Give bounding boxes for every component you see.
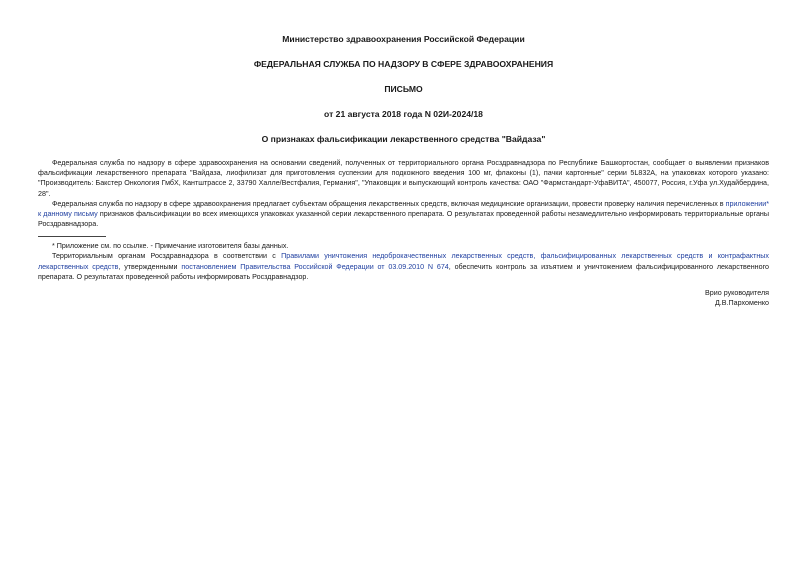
p2-text-after: признаков фальсификации во всех имеющихся упаковках указанной серии лекарственного препарата. О результатах проведенной работы незамедлительно информировать территориальные органы Росздравнадзора.	[38, 210, 770, 229]
footnote: * Приложение см. по ссылке. - Примечание изготовителя базы данных.	[52, 242, 289, 251]
doc-subject: О признаках фальсификации лекарственного средства "Вайдаза"	[261, 134, 546, 144]
closing-paragraph	[38, 251, 769, 282]
document-page	[38, 34, 769, 308]
service-title: ФЕДЕРАЛЬНАЯ СЛУЖБА ПО НАДЗОРУ В СФЕРЕ ЗДРАВООХРАНЕНИЯ	[253, 59, 554, 69]
body-paragraph-2	[38, 199, 769, 230]
p2-text-before: Федеральная служба по надзору в сфере здравоохранения предлагает субъектам обращения лекарственных средств, включая медицинские организации, провести проверку наличия перечисленных в	[52, 199, 726, 208]
signature-name: Д.В.Пархоменко	[714, 299, 769, 308]
doc-date-number: от 21 августа 2018 года N 02И-2024/18	[324, 109, 483, 119]
appendix-link[interactable]: приложении* к данному письму	[38, 199, 769, 219]
closing-text-middle: , утвержденными	[118, 262, 182, 271]
rules-link[interactable]: Правилами уничтожения недоброкачественных лекарственных средств, фальсифицированных лекарственных средств и контрафактных лекарственных средств	[38, 252, 769, 271]
ministry-title: Министерство здравоохранения Российской Федерации	[282, 34, 525, 44]
closing-text-after: , обеспечить контроль за изъятием и уничтожением фальсифицированного лекарственного препарата. О результатах проведенной работы информировать Росздравнадзор.	[38, 262, 770, 281]
resolution-link[interactable]: постановлением Правительства Российской Федерации от 03.09.2010 N 674	[181, 262, 449, 271]
doc-type-title: ПИСЬМО	[384, 84, 423, 94]
signature-role: Врио руководителя	[705, 289, 769, 298]
closing-text-before: Территориальным органам Росздравнадзора в соответствии с	[52, 252, 282, 261]
body-paragraph-1: Федеральная служба по надзору в сфере здравоохранения на основании сведений, полученных от территориального органа Росздравнадзора по Республике Башкортостан, сообщает о выявлении признаков фальсификации лекарственного препарата "Вайдаза, лиофилизат для приготовления суспензии для подкожного введения 100 мг, флаконы (1), пачки картонные" серии 5L832A, на упаковках которого указано: "Производитель: Бакстер Онкология ГмбХ, Кантштрассе 2, 33790 Халле/Вестфалия, Германия", "Упаковщик и выпускающий контроль качества: ОАО "Фармстандарт-УфаВИТА", 450077, Россия, г.Уфа ул.Худайбердина, 28".	[38, 159, 769, 198]
footnote-divider	[38, 236, 106, 237]
